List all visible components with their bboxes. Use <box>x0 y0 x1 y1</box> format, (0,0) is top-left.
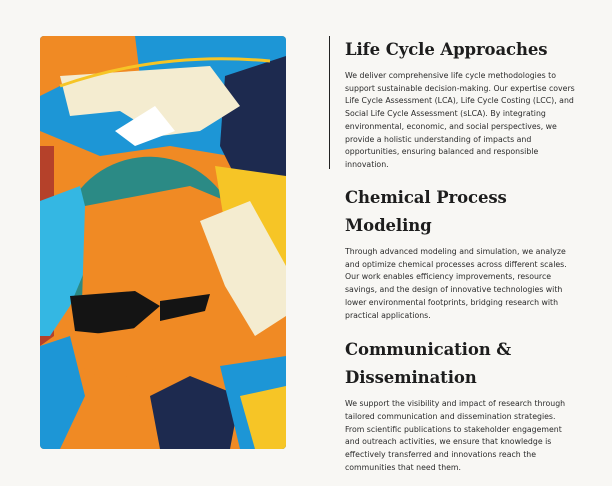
section-body: We support the visibility and impact of research through tailored communication and dissemination strategies. From scientific publications to stakeholder engagement and outreach activities, we ensure that knowledge is effectively transferred and innovations reach the communities that need them. <box>345 399 566 472</box>
section-body: We deliver comprehensive life cycle methodologies to support sustainable decision-making. Our expertise covers Life Cycle Assessment (LCA), Life Cycle Costing (LCC), and Social Life Cycle Assessment (sLCA). By integrating environmental, economic, and social perspectives, we provide a holistic understanding of impacts and opportunities, ensuring balanced and responsible innovation. <box>345 71 575 169</box>
section-communication <box>329 336 579 474</box>
section-process-modeling <box>329 184 579 322</box>
section-body: Through advanced modeling and simulation, we analyze and optimize chemical processes across different scales. Our work enables efficiency improvements, resource savings, and the design of innovative technologies with lower environmental footprints, bridging research with practical applications. <box>345 247 567 320</box>
services-content <box>329 36 579 474</box>
section-title: Life Cycle Approaches <box>345 40 548 59</box>
section-life-cycle <box>329 36 579 170</box>
section-title: Communication & Dissemination <box>345 340 512 388</box>
abstract-painting-image <box>40 36 286 449</box>
abstract-artwork-image <box>40 36 286 449</box>
section-title: Chemical Process Modeling <box>345 188 507 235</box>
